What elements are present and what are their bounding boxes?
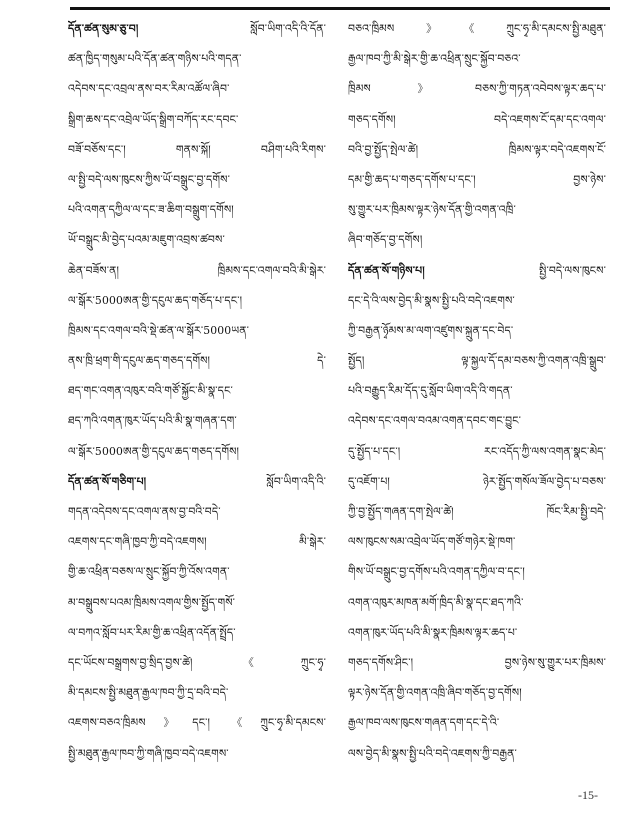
right-column — [348, 14, 606, 769]
line-text: ཡོ་བསྒྲུང་མི་བྱེད་པའམ་མཇུག་འབྲས་ཚབས་ — [68, 233, 225, 247]
line-text: དུ་སྤྱོད་པ་དང་། རང་འདོད་ཀྱི་ལས་འགན་སྣང་མེད་ — [348, 444, 606, 458]
line-text: སུ་གྱུར་པར་ཁྲིམས་ལྟར་ཉེས་དོན་གྱི་འགན་འཁྲི་ — [348, 203, 516, 217]
text-line — [348, 648, 606, 678]
text-line — [348, 316, 606, 346]
text-line — [348, 437, 606, 467]
text-line — [68, 467, 326, 497]
line-text: པའི་བརྒྱུད་རིམ་དོད་དུ་སློབ་ཡིག་འདི་འི་གདན་ — [348, 384, 513, 398]
text-line — [348, 256, 606, 286]
line-text: སྤྱི་མཐུན་རྒྱལ་ཁབ་ཀྱི་གཞི་ཁྱབ་བདེ་འཇགས་ — [68, 746, 229, 760]
line-text: དམ་གྱི་ཆད་པ་གཅད་དགོས་པ་དང་། བྱས་ཉེས་ — [348, 172, 606, 186]
text-line — [348, 618, 606, 648]
text-line — [348, 105, 606, 135]
text-line — [68, 225, 326, 255]
line-text: སྒྲིག་ཆས་དང་འབྲེལ་ཡོད་སྒྲིག་བཀོད་རང་དབང་ — [68, 112, 239, 126]
text-line — [348, 708, 606, 738]
line-text: ཐད་ཀའི་འགན་ཁུར་ཡོད་པའི་མི་སྣ་གཞན་དག་ — [68, 414, 237, 428]
text-line — [348, 406, 606, 436]
article-heading: དོན་ཚན་སོ་གཅིག་པ། — [68, 474, 267, 488]
text-line — [348, 135, 606, 165]
line-text: ལ་སྒོར་5000ཨན་གྱི་དངུལ་ཆད་གཅད་དགོས། — [68, 444, 240, 458]
text-line — [68, 648, 326, 678]
text-line — [348, 467, 606, 497]
line-text: ལ་བཀའ་སློབ་པར་རིམ་གྱི་ཆ་འཕྲིན་འདོན་སྤྲོད་ — [68, 625, 236, 639]
line-text: དང་ཡོངས་བསྒྲགས་བྱ་སྲིད་བྱས་ཚེ། 《ཀྲུང་ཧྭ་ — [68, 655, 326, 669]
line-text: ཐད་གང་འགན་འཁུར་བའི་གཙོ་སྐྱོང་མི་སྣ་དང་ — [68, 384, 233, 398]
line-text: དང་དེ་འི་ལས་བྱེད་མི་སྣས་སྤྱི་པའི་བདེ་འཇགས་ — [348, 293, 515, 307]
line-text: ལ་སྒོར་5000ཨན་གྱི་དངུལ་ཆད་གཅོད་པ་དང་། — [68, 293, 243, 307]
line-text: གདན་འདེབས་དང་འགལ་ནས་བྱ་བའི་བདེ་ — [68, 505, 221, 518]
text-line — [68, 195, 326, 225]
text-line — [68, 286, 326, 316]
line-text: བཅའ་ཁྲིམས》《ཀྲུང་ཧྭ་མི་དམངས་སྤྱི་མཐུན་ — [348, 22, 606, 35]
line-text: ལྟར་ཉེས་དོན་གྱི་འགན་འཁྲི་ཞིབ་གཅོད་བྱ་དགོས། — [348, 686, 522, 700]
line-text: གཅད་དགོས། བདེ་འཇགས་ངོ་དམ་དང་འགལ་ — [348, 112, 606, 126]
left-column — [68, 14, 326, 769]
text-line — [348, 497, 606, 527]
line-text: ཀྱི་བརྒྱན་ཉྭོམས་མ་ལག་འཛུགས་སྐྲུན་དང་བེད་ — [348, 323, 514, 337]
line-text: ཆེན་བཟོས་ན། ཁྲིམས་དང་འགལ་བའི་མི་སྒེར་ — [68, 263, 326, 277]
article-heading: དོན་ཚན་སོ་གཉིས་པ། — [348, 263, 539, 277]
text-line — [348, 74, 606, 104]
page-number: -15- — [578, 788, 598, 802]
text-line — [348, 678, 606, 708]
text-line — [68, 497, 326, 527]
line-text: འཇགས་དང་གཞི་ཁྱབ་ཀྱི་བདེ་འཇགས། མི་སྒེར་ — [68, 535, 326, 549]
line-text: མི་དམངས་སྤྱི་མཐུན་རྒྱལ་ཁབ་ཀྱི་དྲ་བའི་བདེ་ — [68, 686, 229, 700]
text-line — [348, 225, 606, 255]
line-text: འགན་འཁུར་མཁན་མགོ་ཁྲིད་མི་སྣ་དང་ཐད་ཀའི་ — [348, 595, 524, 609]
article-heading: དོན་ཚན་སུམ་ཅུ་བ། — [68, 22, 251, 35]
text-line — [68, 708, 326, 738]
text-line — [68, 165, 326, 195]
text-line — [348, 286, 606, 316]
text-line — [68, 105, 326, 135]
text-line — [348, 44, 606, 74]
text-line — [68, 618, 326, 648]
line-text: གྱི་ཆ་འཕྲིན་བཅས་ལ་སྲུང་སྐྱོབ་ཀྱི་འོས་འགན་ — [68, 565, 230, 579]
line-text: ལ་སྤྱི་བདེ་ལས་ཁུངས་ཀྱིས་ཡོ་བསྒྲུང་བྱ་དགོས་ — [68, 172, 230, 186]
text-line — [68, 316, 326, 346]
text-line — [348, 588, 606, 618]
line-text: གཅད་དགོས་ཤིང་། བྱས་ཉེས་སུ་གྱུར་པར་ཁྲིམས་ — [348, 655, 606, 669]
line-text: རྒྱལ་ཁབ་ཀྱི་མི་སྒེར་གྱི་ཆ་འཕྲིན་སྲུང་སྐྱོབ་བཅའ་ — [348, 52, 521, 66]
text-line — [68, 678, 326, 708]
text-line — [68, 44, 326, 74]
text-line — [68, 527, 326, 557]
line-text: ལས་བྱེད་མི་སྣས་སྤྱི་པའི་བདེ་འཇགས་ཀྱི་བརྒྱན་ — [348, 746, 517, 760]
line-text: པའི་འགན་དཀྱིལ་ལ་དང་ཟ་ཆིག་བསྒྲུག་དགོས། — [68, 203, 234, 217]
text-line — [68, 256, 326, 286]
text-line — [68, 588, 326, 618]
line-text: སྤྱི་བདེ་ལས་ཁུངས་ — [539, 263, 606, 277]
text-line — [348, 14, 606, 44]
text-line — [68, 739, 326, 769]
top-rule — [70, 7, 610, 10]
text-line — [348, 739, 606, 769]
text-line — [68, 74, 326, 104]
text-line — [68, 135, 326, 165]
line-text: རྒྱལ་ཁབ་ལས་ཁུངས་གཞན་དག་དང་དེ་འི་ — [348, 716, 500, 730]
text-line — [348, 527, 606, 557]
text-line — [348, 195, 606, 225]
text-line — [348, 376, 606, 406]
text-line — [68, 376, 326, 406]
text-line — [68, 346, 326, 376]
line-text: སློབ་ཡིག་འདི་འི་ — [266, 474, 326, 488]
text-line — [68, 437, 326, 467]
line-text: དུ་འཇོག་པ། ཉེར་སྤྱོད་གསོལ་ཟོལ་བྱེད་པ་བཅས་ — [348, 474, 606, 488]
line-text: ཞིབ་གཅོད་བྱ་དགོས། — [348, 233, 423, 247]
line-text: ཁྲིམས་དང་འགལ་བའི་སྡེ་ཚན་ལ་སྒོར་5000ཡན་ — [68, 323, 250, 337]
text-line — [68, 557, 326, 587]
line-text: འདེབས་དང་འབྲལ་ནས་བར་རིམ་འཚོལ་ཞིབ་ — [68, 82, 230, 96]
text-line — [348, 346, 606, 376]
line-text: མ་བསྒྲུབས་པའམ་ཁྲིམས་འགལ་གྱིས་སྤྱོད་གསོ་ — [68, 595, 236, 609]
line-text: འདེབས་དང་འགལ་བའམ་འགན་དབང་གང་བྱུང་ — [348, 414, 522, 428]
line-text: ལས་ཁུངས་སམ་འབྲེལ་ཡོད་གཙོ་གཉེར་སྡེ་ཁག་ — [348, 535, 516, 549]
line-text: ཀྱི་བྱ་སྤྱོད་གཞན་དག་སྤེལ་ཚེ། ཁོང་རིམ་སྤྱི་བདེ་ — [348, 505, 606, 518]
text-line — [68, 406, 326, 436]
text-line — [348, 557, 606, 587]
text-line — [68, 14, 326, 44]
line-text: སློབ་ཡིག་འདི་འི་དོན་ — [250, 22, 326, 35]
text-line — [348, 165, 606, 195]
line-text: ཁྲིམས》བཅས་ཀྱི་གཏན་འབེབས་ལྟར་ཆད་པ་ — [348, 82, 606, 96]
line-text: ཚན་ཁྱིད་གསུམ་པའི་དོན་ཚན་གཉིས་པའི་གདན་ — [68, 52, 242, 66]
line-text: འགན་ཁུར་ཡོད་པའི་མི་སྣར་ཁྲིམས་ལྟར་ཆད་པ་ — [348, 625, 518, 639]
line-text: འཇགས་བཅའ་ཁྲིམས》དང་། 《ཀྲུང་ཧྭ་མི་དམངས་ — [68, 716, 326, 730]
line-text: སྤྱོད། ལྟ་སྐྱལ་དོ་དམ་བཅས་ཀྱི་འགན་འཁྲི་སྒྲུབ་ — [348, 354, 606, 368]
line-text: བའི་བྱ་སྤྱོད་སྤེལ་ཚེ། ཁྲིམས་ལྟར་བདེ་འཇགས་ངོ་ — [348, 142, 606, 156]
line-text: བཟོ་བཅོས་དང་། གནས་སྐོ། བཤིག་པའི་རིགས་ — [68, 142, 326, 156]
line-text: ནས་ཁྲི་ཕྲག་གི་དངུལ་ཆད་གཅད་དགོས། དེ་ — [68, 354, 326, 368]
line-text: གིས་ཡོ་བསྒྲུང་བྱ་དགོས་པའི་འགན་དཀྱིལ་བ་དང་། — [348, 565, 525, 579]
